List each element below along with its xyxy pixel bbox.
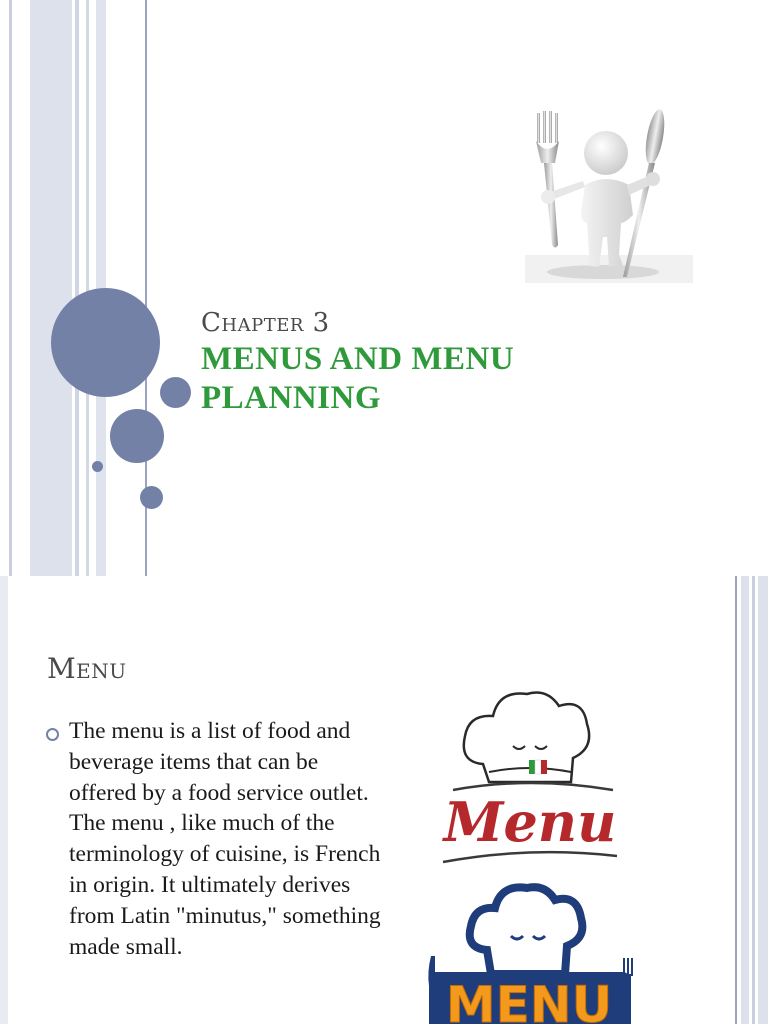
decor-circle-medium [110,409,164,463]
left-stripe-band [30,0,72,576]
left-stripe-band [86,0,89,576]
left-stripe-band [9,0,12,576]
right-stripe-band [741,576,749,1024]
menu-sign-logo [425,882,635,1024]
decor-circle-small [160,377,191,408]
bullet-text: The menu is a list of food and beverage items that can be offered by a food service outlet. The menu , like much of the terminology of cuisine, is French in origin. It ultimately derives from Latin "minutus," something made small. [69,718,381,960]
decor-circle-small [140,486,163,509]
right-stripe-band [758,576,768,1024]
figure-fork-spoon-illustration [525,105,693,283]
bullet-item [46,716,386,962]
left-stripe-band [75,0,79,576]
chef-hat-icon [470,887,583,974]
slide-title: MENUS AND MENU PLANNING [201,341,515,416]
chapter-label: Chapter 3 [201,308,330,338]
bullet-circle-icon [46,728,59,741]
slide-heading: Menu [47,652,127,685]
menu-script-text: Menu [443,790,617,854]
right-stripe-band [752,576,755,1024]
title-block [201,306,621,418]
menu-sign-text: MENU [445,976,613,1024]
decor-circle-tiny [92,461,103,472]
knife-icon [428,956,435,1024]
fork-icon [536,111,559,248]
right-stripe-line [735,576,737,1024]
chef-hat-icon [464,693,589,783]
decor-circle-large [51,288,160,397]
left-stripe-band [0,576,8,1024]
menu-script-logo [435,686,625,868]
content-slide [0,576,768,1024]
